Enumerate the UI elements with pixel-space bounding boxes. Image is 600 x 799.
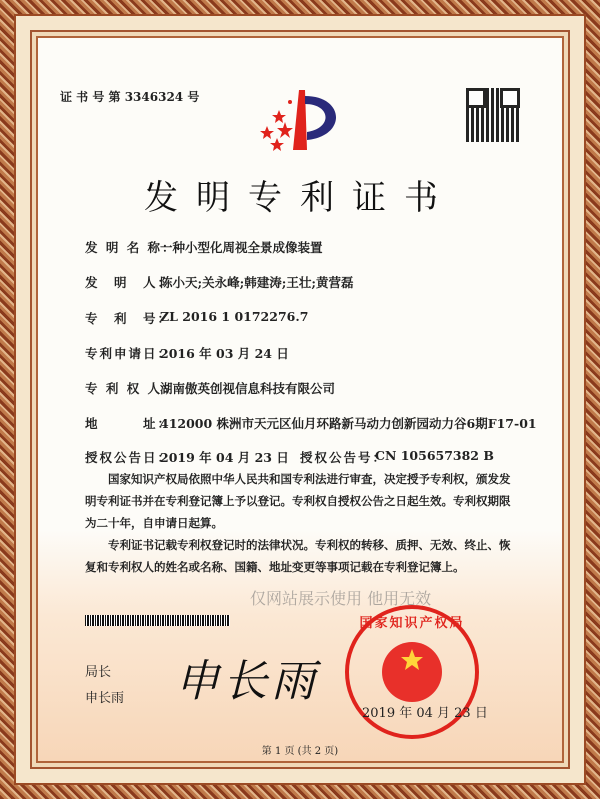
director-block: [85, 660, 124, 712]
field-value: 412000 株洲市天元区仙月环路新马动力创新园动力谷6期F17-01: [160, 416, 537, 431]
field-label: 专 利 权 人：: [85, 381, 177, 396]
certificate-title: 发明专利证书: [144, 178, 456, 218]
qr-code: [466, 88, 520, 142]
star-icon: [400, 648, 424, 672]
field-inventors: [85, 273, 353, 291]
cnipa-logo: [255, 88, 345, 158]
grant-number-value: CN 105657382 B: [375, 448, 494, 463]
field-value: 陈小天;关永峰;韩建涛;王壮;黄营磊: [160, 275, 354, 290]
field-patent-number: [85, 309, 308, 327]
field-patentee: [85, 379, 335, 397]
field-invention-name: [85, 238, 323, 256]
field-grant: [85, 448, 494, 466]
grant-number-label: 授权公告号：: [300, 450, 388, 465]
grant-date-value: 2019 年 04 月 23 日: [160, 450, 289, 465]
field-label: 发 明 人：: [85, 275, 173, 290]
field-label: 专 利 号：: [85, 311, 173, 326]
watermark: 仅网站展示使用 他用无效: [250, 589, 432, 608]
field-label: 专利申请日：: [85, 346, 173, 361]
page-indicator: 第 1 页 (共 2 页): [261, 746, 339, 757]
field-label: 地 址：: [85, 416, 173, 431]
barcode: [85, 615, 230, 626]
statements: [85, 468, 515, 578]
field-value: 湖南傲英创视信息科技有限公司: [160, 381, 336, 396]
grant-statement: 国家知识产权局依照中华人民共和国专利法进行审查，决定授予专利权，颁发发明专利证书并在专利登记簿上予以登记。专利权自授权公告之日起生效。专利权期限为二十年，自申请日起算。: [85, 472, 511, 530]
grant-date-label: 授权公告日：: [85, 450, 173, 465]
seal-text: 国家知识产权局: [359, 616, 465, 631]
field-value: ZL 2016 1 0172276.7: [160, 309, 309, 324]
legal-status-statement: 专利证书记载专利权登记时的法律状况。专利权的转移、质押、无效、终止、恢复和专利权人的姓名或名称、国籍、地址变更等事项记载在专利登记簿上。: [85, 538, 511, 574]
director-signature: 申长雨: [175, 656, 319, 707]
field-label: 发 明 名 称：: [85, 240, 177, 255]
field-value: 2016 年 03 月 24 日: [160, 346, 289, 361]
field-application-date: [85, 344, 289, 362]
seal-date: 2019 年 04 月 23 日: [362, 706, 488, 721]
certificate-number: 证 书 号 第 3346324 号: [60, 90, 200, 104]
director-name: 申长雨: [85, 691, 125, 706]
field-address: [85, 414, 537, 432]
director-title: 局长: [85, 665, 112, 680]
field-value: 一种小型化周视全景成像装置: [160, 240, 323, 255]
